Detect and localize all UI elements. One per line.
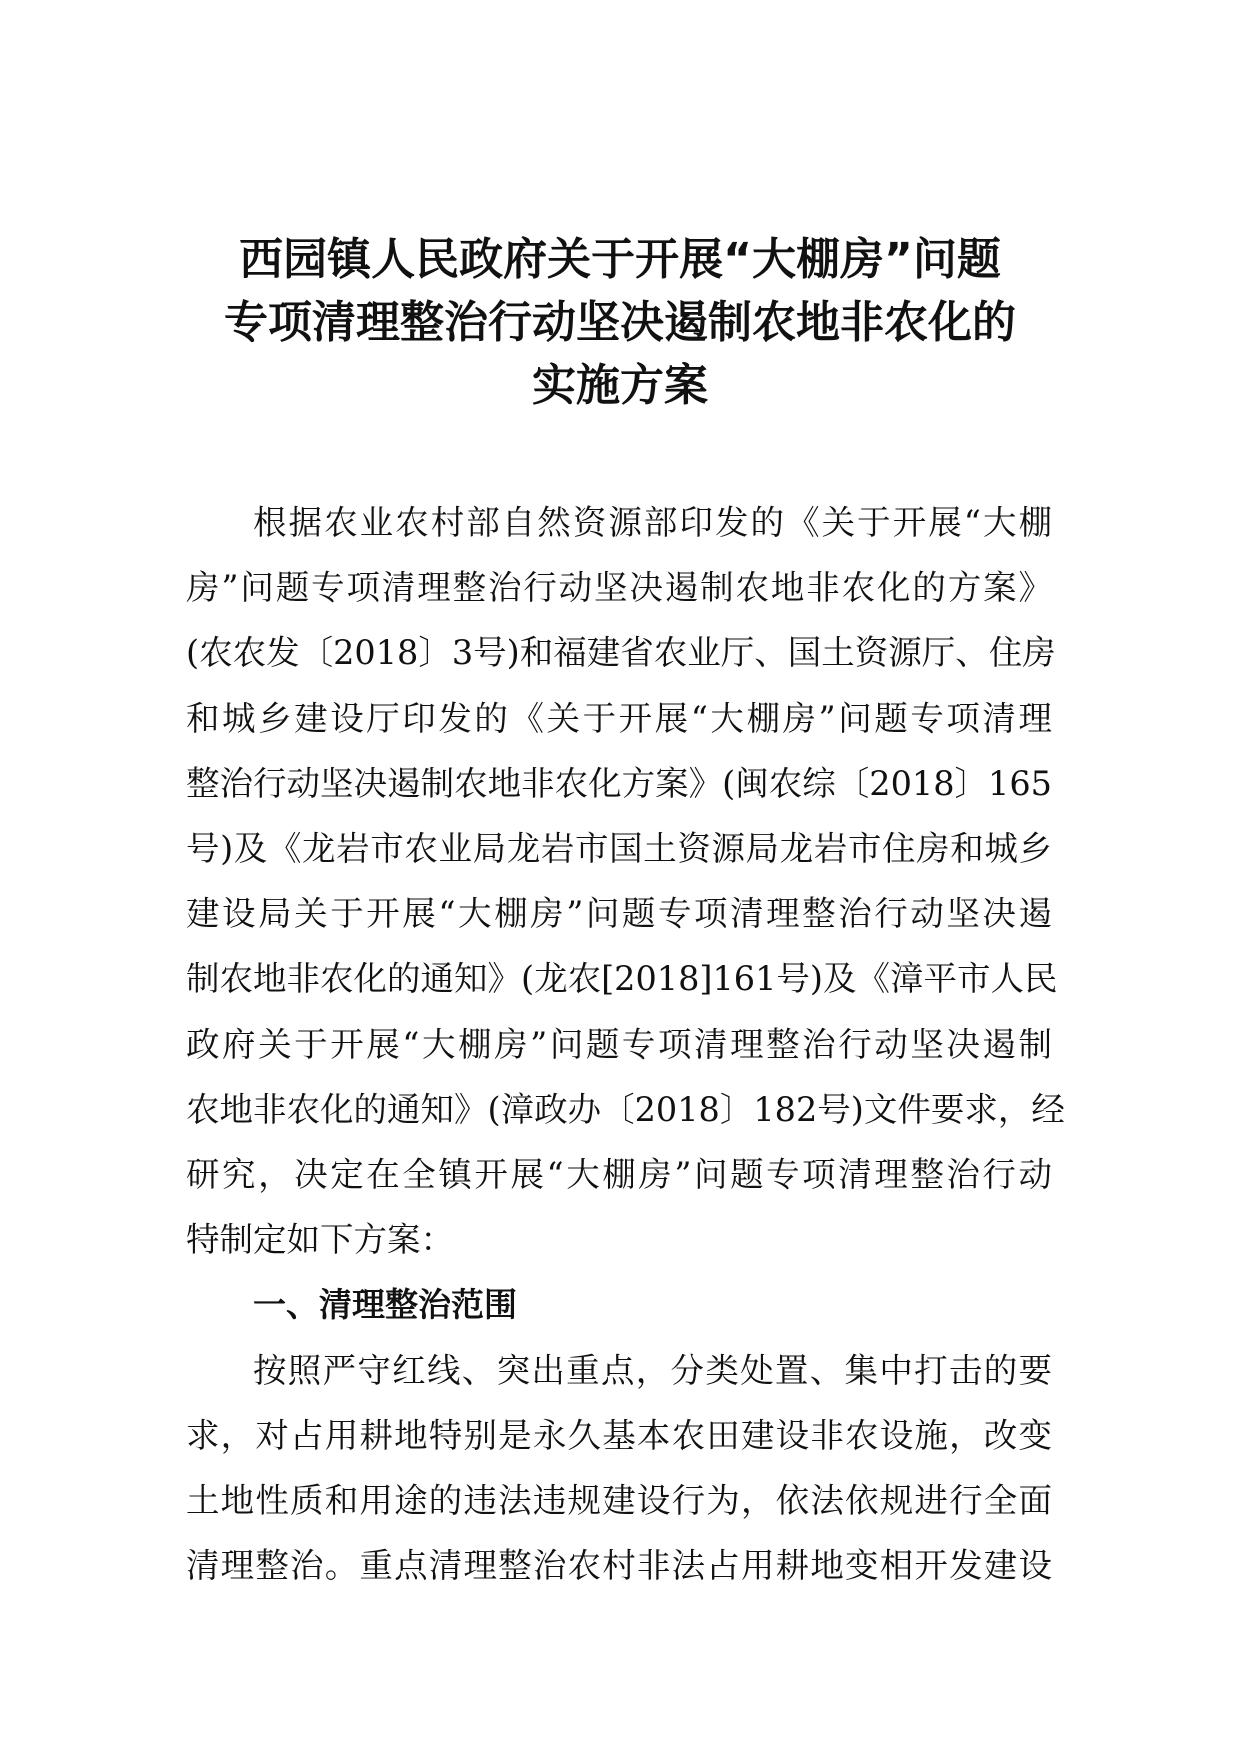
document-title [150, 228, 1090, 417]
text-line: 号)及《龙岩市农业局龙岩市国土资源局龙岩市住房和城乡 [186, 829, 1052, 869]
text-line: 求，对占用耕地特别是永久基本农田建设非农设施，改变 [186, 1415, 1052, 1455]
text-line: 整治行动坚决遏制农地非农化方案》(闽农综〔2018〕165 [186, 763, 1052, 803]
text-line: 特制定如下方案： [186, 1220, 454, 1260]
text-line: 农地非农化的通知》(漳政办〔2018〕182号)文件要求，经 [186, 1089, 1065, 1129]
text-line: 按照严守红线、突出重点，分类处置、集中打击的要 [253, 1350, 1052, 1390]
text-line: (农农发〔2018〕3号)和福建省农业厅、国土资源厅、住房 [186, 633, 1056, 673]
paragraph-scope [186, 1338, 1052, 1599]
text-line: 清理整治。重点清理整治农村非法占用耕地变相开发建设 [186, 1546, 1052, 1586]
text-line: 制农地非农化的通知》(龙农[2018]161号)及《漳平市人民 [186, 959, 1058, 999]
text-line: 根据农业农村部自然资源部印发的《关于开展“大棚 [253, 503, 1052, 542]
text-line: 建设局关于开展“大棚房”问题专项清理整治行动坚决遏 [186, 894, 1052, 934]
text-line: 和城乡建设厅印发的《关于开展“大棚房”问题专项清理 [186, 698, 1052, 738]
text-line: 政府关于开展“大棚房”问题专项清理整治行动坚决遏制 [186, 1024, 1052, 1064]
title-line: 实施方案 [532, 360, 708, 411]
title-line: 西园镇人民政府关于开展“大棚房”问题 [239, 234, 1001, 285]
title-line: 专项清理整治行动坚决遏制农地非农化的 [224, 297, 1016, 348]
text-line: 研究，决定在全镇开展“大棚房”问题专项清理整治行动 [186, 1155, 1052, 1195]
paragraph-intro [186, 490, 1065, 1272]
section-heading: 一、清理整治范围 [253, 1285, 517, 1325]
text-line: 房”问题专项清理整治行动坚决遏制农地非农化的方案》 [186, 568, 1052, 608]
document-body [186, 490, 1065, 1598]
text-line: 土地性质和用途的违法违规建设行为，依法依规进行全面 [186, 1481, 1052, 1521]
